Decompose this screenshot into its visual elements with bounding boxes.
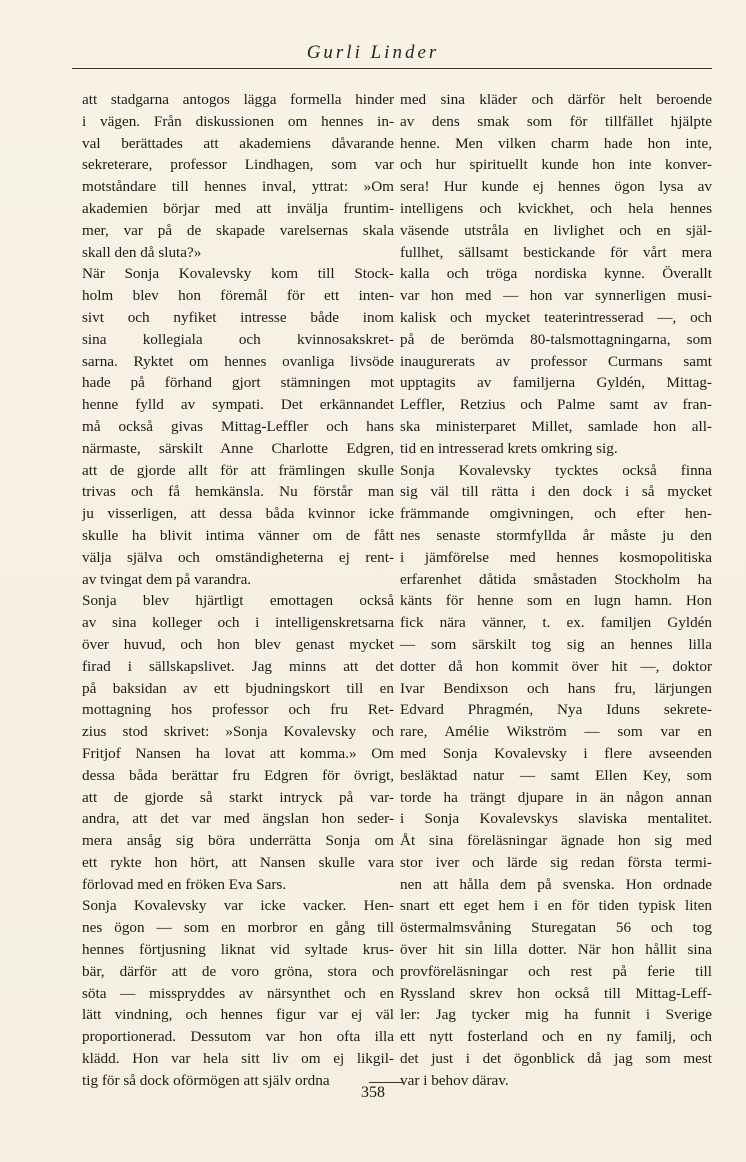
text-line: — som särskilt tog sig an hennes lilla [400,635,712,653]
text-line: fick nära vänner, t. ex. familjen Gyldén [400,614,712,632]
text-line: dessa båda berättar fru Edgren för övrigt, [82,766,394,784]
text-line: skall den då sluta?» [82,243,202,261]
text-line: inaugurerats av professor Curmans samt [400,352,712,370]
text-line: Sonja blev hjärtligt emottagen också [82,592,394,610]
running-head: Gurli Linder [306,42,440,63]
text-line: att de gjorde så starkt intryck på var- [82,788,394,806]
text-line: proportionerad. Dessutom var hon ofta illa [82,1028,394,1046]
text-line: Ryssland skrev hon också till Mittag-Leff- [400,984,712,1002]
text-line: av sina kolleger och i intelligenskretsarna [82,614,394,632]
text-line: När Sonja Kovalevsky kom till Stock- [82,265,394,283]
text-line: mer, var på de skapade varelsernas skala [82,221,394,239]
text-line: rare, Amélie Wikström — som var en [400,723,712,741]
text-line: av dens smak som för tillfället hjälpte [400,112,712,130]
text-line: sarna. Ryktet om hennes ovanliga livsöde [82,352,394,370]
text-line: upptagits av familjerna Gyldén, Mittag- [400,374,712,392]
text-line: stor iver och lärde sig redan första termi- [400,853,712,871]
text-line: ett nytt fosterland och en ny familj, och [400,1028,712,1046]
text-line: och hur spirituellt kunde hon inte konver- [400,156,712,174]
text-line: Sonja Kovalevsky var icke vacker. Hen- [82,897,394,915]
text-line: holm blev hon föremål för ett inten- [82,287,394,305]
text-line: på de berömda 80-talsmottagningarna, som [400,330,712,348]
text-line: val berättades att akademiens dåvarande [82,134,394,152]
text-line: mera ansåg sig böra underrätta Sonja om [82,832,394,850]
text-line: zius stod skrivet: »Sonja Kovalevsky och [82,723,394,741]
text-line: i jämförelse med hennes kosmopolitiska [400,548,712,566]
text-line: trivas och få hemkänsla. Nu förstår man [82,483,394,501]
right-column [400,89,712,1092]
page-number: 358 [361,1084,385,1101]
text-line: främmande omgivningen, och efter hen- [400,505,712,523]
text-line: nes ögon — som en morbror en gång till [82,919,394,937]
text-line: må också givas Mittag-Leffler och hans [82,417,394,435]
text-line: sekreterare, professor Lindhagen, som var [82,156,394,174]
text-line: nen att hålla dem på svenska. Hon ordnade [400,875,712,893]
text-line: bär, därför att de voro gröna, stora och [82,962,394,980]
text-line: Ivar Bendixson och hans fru, lärjungen [400,679,712,697]
text-line: Leffler, Retzius och Palme samt av fran- [400,396,712,414]
text-line: besläktad natur — samt Ellen Key, som [400,766,712,784]
text-line: med Sonja Kovalevsky i flere avseenden [400,744,712,762]
text-line: dotter då hon kommit över hit —, doktor [400,657,712,675]
text-line: henne. Men vilken charm hade hon inte, [400,134,712,152]
text-line: ska ministerparet Millet, samlade hon all- [400,417,712,435]
text-line: Edvard Phragmén, Nya Iduns sekrete- [400,701,712,719]
text-line: av tvingat dem på varandra. [82,570,252,588]
text-line: på baksidan av ett bjudningskort till en [82,679,394,697]
text-line: klädd. Hon var hela sitt liv om ej likgil- [82,1050,394,1068]
text-line: intelligens och kvickhet, och hela hennes [400,199,712,217]
text-line: kalisk och mycket teaterintresserad —, och [400,308,712,326]
text-line: att de gjorde allt för att främlingen skulle [82,461,394,479]
text-line: akademien börjar med att invälja fruntim- [82,199,394,217]
text-line: firad i sällskapslivet. Jag minns att det [82,657,394,675]
text-line: östermalmsvåning Sturegatan 56 och tog [400,919,712,937]
text-line: i vägen. Från diskussionen om hennes in- [82,112,394,130]
text-line: henne fylld av sympati. Det erkännandet [82,396,394,414]
text-line: sina kollegiala och kvinnosakskret- [82,330,394,348]
text-line: hennes förtjusning liknat vid syltade krus- [82,941,394,959]
text-line: med sina kläder och därför helt beroende [400,91,712,108]
text-line: nes senaste stormfyllda år måste ju den [400,526,712,544]
text-line: det just i det ögonblick då jag som mest [400,1050,712,1068]
text-line: mottagning hos professor och fru Ret- [82,701,394,719]
text-line: fullhet, sällsamt bestickande för vårt mera [400,243,712,261]
header-rule [72,68,712,69]
text-line: motståndare till hennes inval, yttrat: »Om [82,178,394,196]
text-line: förlovad med en fröken Eva Sars. [82,875,287,893]
text-line: i Sonja Kovalevskys slaviska mentalitet. [400,810,712,828]
text-line: sivt och nyfiket intresse både inom [82,308,394,326]
text-line: söta — misspryddes av närsynthet och en [82,984,394,1002]
text-line: skulle ha blivit intima vänner om de fått [82,526,394,544]
text-line: att stadgarna antogos lägga formella hinder [82,91,394,108]
text-line: Fritjof Nansen ha lovat att komma.» Om [82,744,394,762]
text-line: över hit sin lilla dotter. När hon hållit sina [400,941,712,959]
text-line: närmaste, särskilt Anne Charlotte Edgren, [82,439,394,457]
text-line: tig för så dock oförmögen att själv ordna [82,1071,330,1089]
text-line: väsende utstråla en livlighet och en själ- [400,221,712,239]
text-line: lätt vindning, och hennes figur var ej väl [82,1006,394,1024]
page-number-rule [369,1082,403,1083]
text-line: sera! Hur kunde ej hennes ögon lysa av [400,178,712,196]
text-line: Sonja Kovalevsky tycktes också finna [400,461,712,479]
text-line: snart ett eget hem i en för tiden typisk liten [400,897,712,915]
text-line: välja själva och omständigheterna ej rent- [82,548,394,566]
text-line: erfarenhet dåtida småstaden Stockholm ha [400,570,712,588]
text-line: över huvud, och hon blev genast mycket [82,635,394,653]
text-line: var hon med — hon var synnerligen musi- [400,287,712,305]
text-line: andra, att det var med ängslan hon seder- [82,810,394,828]
text-line: provföreläsningar och rest på ferie till [400,962,712,980]
text-line: torde ha trängt djupare in än någon annan [400,788,712,806]
text-line: ju visserligen, att dessa båda kvinnor icke [82,505,394,523]
text-line: ett rykte hon hört, att Nansen skulle vara [82,853,394,871]
text-line: var i behov därav. [400,1071,509,1089]
text-line: Åt sina föreläsningar ägnade hon sig med [400,832,712,850]
text-line: sig väl till rätta i den dock i så mycket [400,483,712,501]
text-line: kalla och tröga nordiska kynne. Överallt [400,265,712,283]
text-line: tid en intresserad krets omkring sig. [400,439,618,457]
left-column [82,89,394,1092]
text-line: hade på förhand gjort stämningen mot [82,374,394,392]
text-line: känts för henne som en lugn hamn. Hon [400,592,712,610]
text-line: ler: Jag tycker mig ha funnit i Sverige [400,1006,712,1024]
